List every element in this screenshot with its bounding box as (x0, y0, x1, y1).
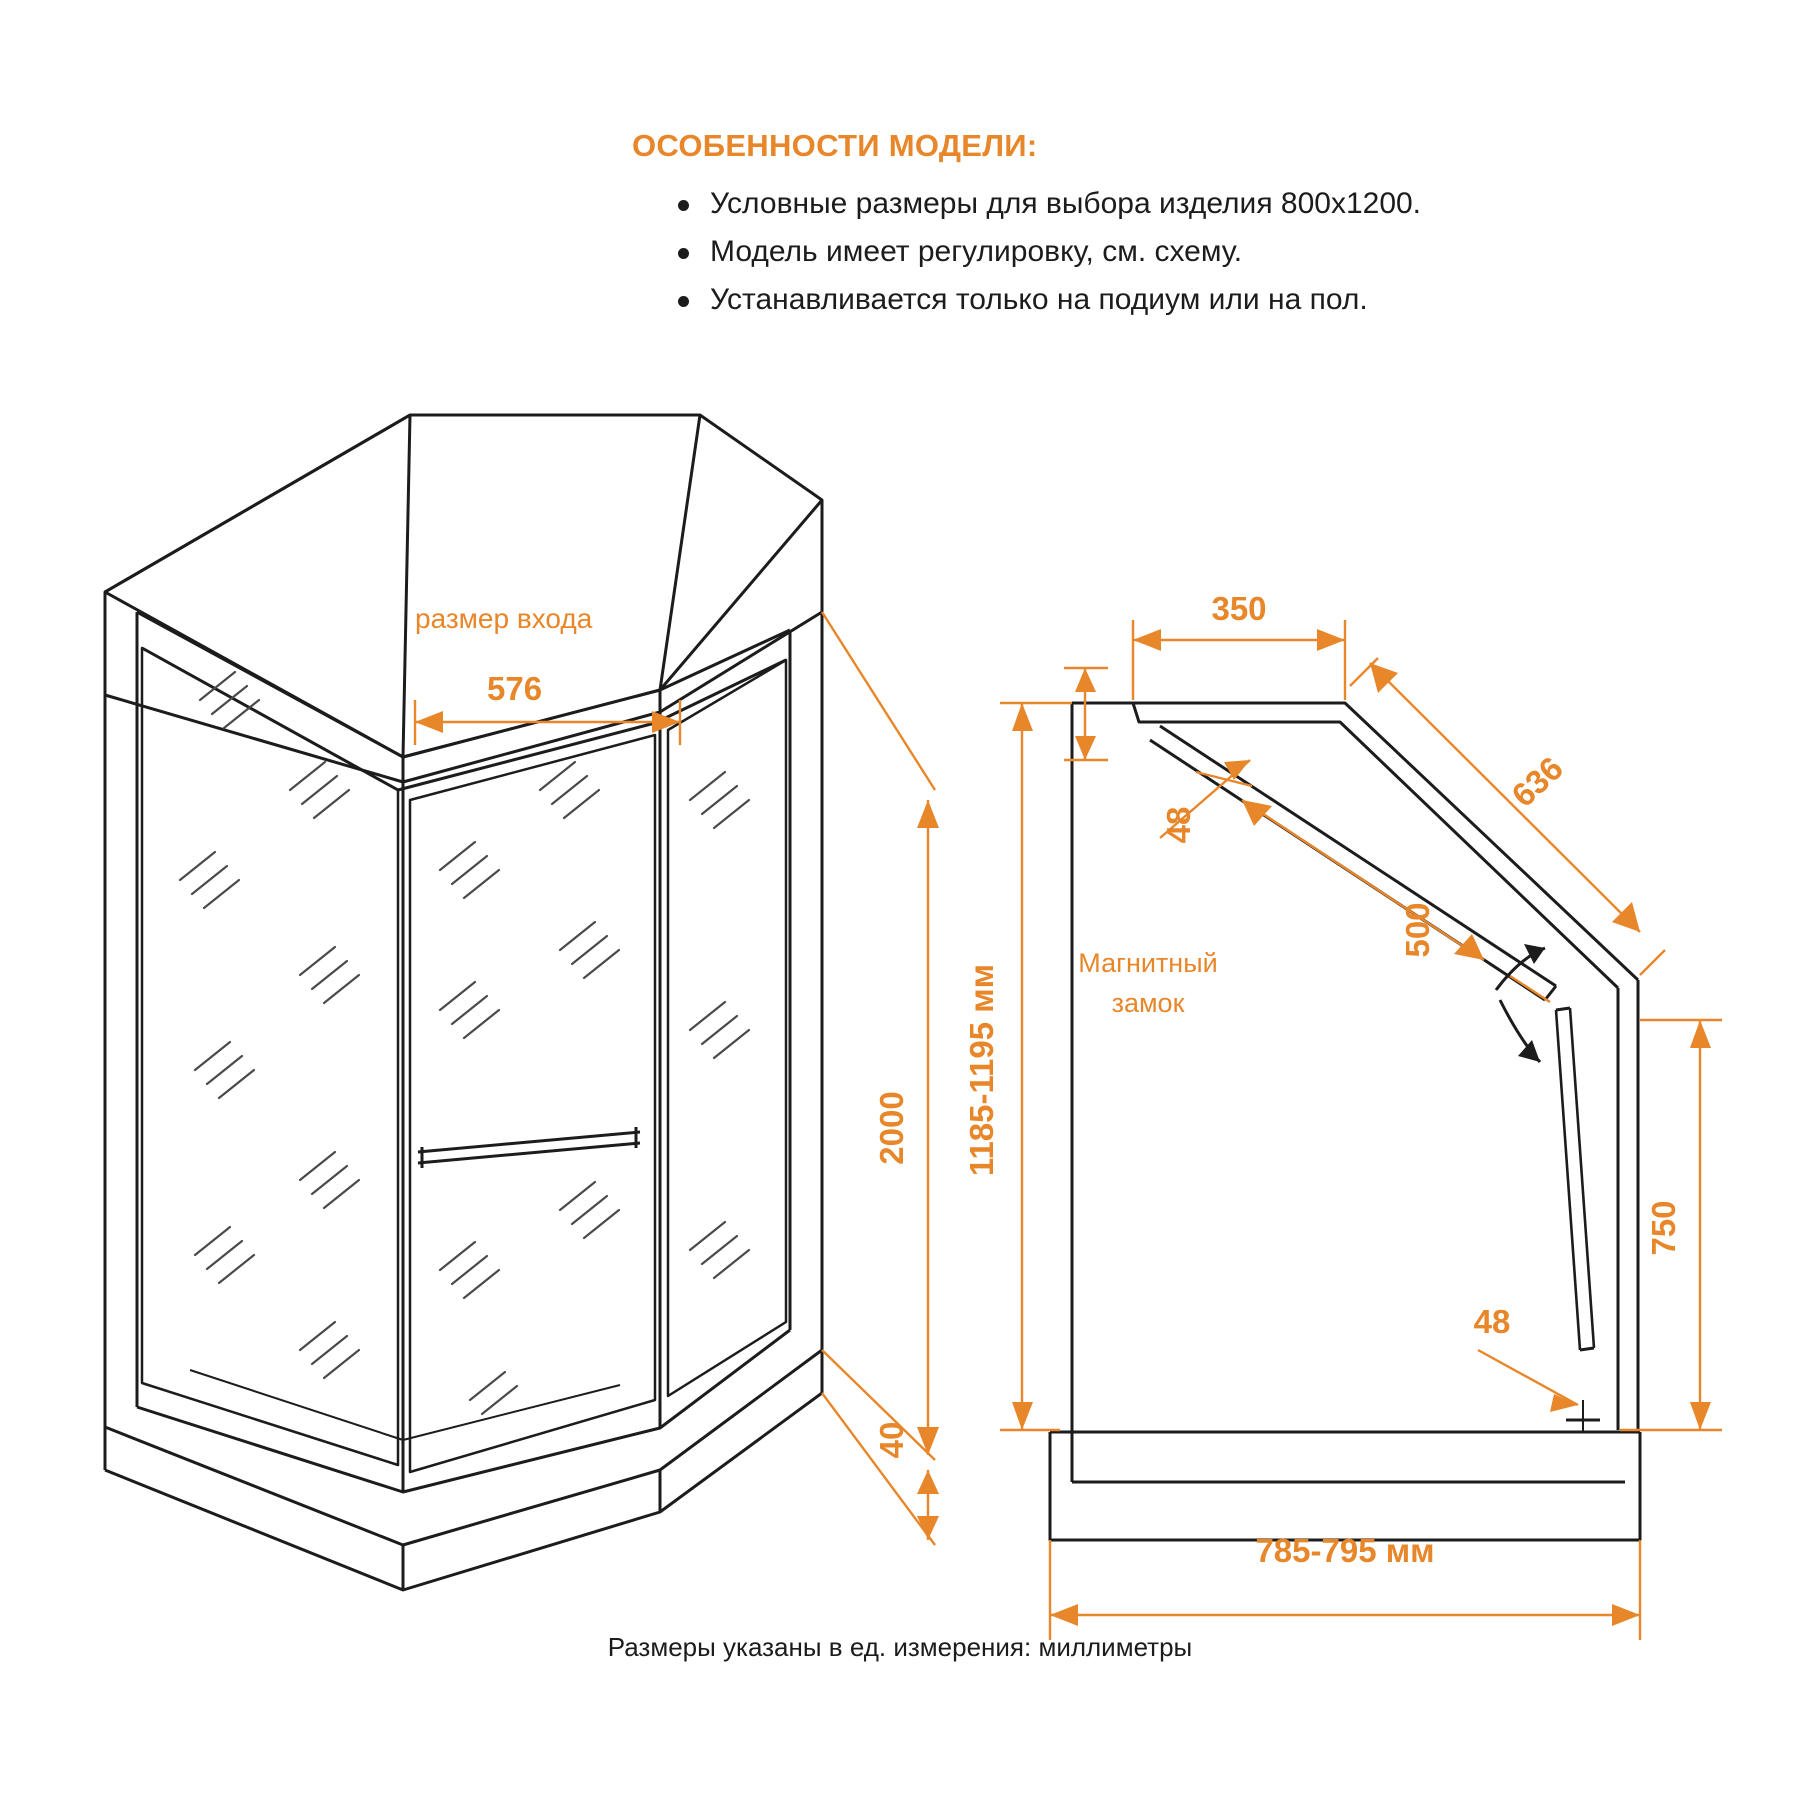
dim-636-value: 636 (1504, 749, 1570, 814)
list-item: Условные размеры для выбора изделия 800х1200. (674, 180, 1680, 228)
plan-door-leaf-line2 (1160, 726, 1556, 986)
shower-cabin-3d-view (105, 415, 822, 1590)
swing-arrow-up-head (1524, 944, 1545, 964)
dim-height-range-value: 1185-1195 мм (963, 963, 1000, 1177)
entry-width-value: 576 (487, 670, 543, 707)
dim-48-top-value: 48 (1160, 806, 1197, 844)
glass-panel-door (410, 735, 655, 1472)
height-2000-value: 2000 (873, 1091, 910, 1165)
cabin-top-plane (105, 415, 822, 782)
dim-636-ext-b (1640, 950, 1665, 975)
tray-top-edge (105, 1350, 822, 1545)
height-ext-top (822, 612, 935, 790)
plan-door-swing-seg2 (1570, 1008, 1594, 1348)
shower-cabin-plan-view (1050, 703, 1640, 1540)
dim-48-bottom-value: 48 (1473, 1303, 1511, 1340)
glass-panel-right (668, 660, 786, 1396)
plan-view-dimensions (1000, 620, 1722, 1640)
door-swing-arrows (1496, 944, 1545, 1062)
cabin-top-edge-a (105, 415, 410, 592)
plan-door-leaf-cap (1545, 986, 1556, 1000)
dim-750-value: 750 (1645, 1200, 1682, 1256)
arrow-left (415, 711, 443, 733)
dim-width-range-value: 785-795 мм (1255, 1532, 1435, 1569)
entry-size-label: размер входа (415, 603, 593, 634)
cabin-top-ridge-left (403, 415, 410, 757)
dim-500-value: 500 (1399, 902, 1436, 958)
plan-profile-outer2 (1133, 703, 1638, 980)
door-handle (418, 1127, 640, 1168)
magnetic-lock-label-line1: Магнитный (1078, 948, 1218, 978)
swing-arrow-down-head (1518, 1040, 1540, 1062)
plan-door-swing-seg1 (1556, 1010, 1580, 1350)
tray-40-value: 40 (873, 1421, 910, 1459)
plan-tray-outline (1050, 1432, 1640, 1540)
units-footnote: Размеры указаны в ед. измерения: миллиметры (607, 1632, 1193, 1662)
cabin-top-rail-inner2 (142, 648, 786, 790)
magnetic-lock-label-line2: замок (1111, 988, 1185, 1018)
dim-48-bottom-leader (1478, 1350, 1578, 1405)
dim-350-value: 350 (1211, 590, 1267, 627)
features-title: ОСОБЕННОСТИ МОДЕЛИ: (632, 128, 1038, 163)
plan-door-swing-cap (1556, 1008, 1570, 1010)
height-ext-bottom (822, 1393, 935, 1545)
list-item: Устанавливается только на подиум или на пол. (674, 276, 1680, 324)
tray-inner-ledge (137, 1330, 790, 1492)
glass-hatch-marks (180, 672, 749, 1414)
list-item: Модель имеет регулировку, см. схему. (674, 228, 1680, 276)
plan-door-swing-cap2 (1580, 1348, 1594, 1350)
plan-profile-outer (1133, 703, 1618, 988)
